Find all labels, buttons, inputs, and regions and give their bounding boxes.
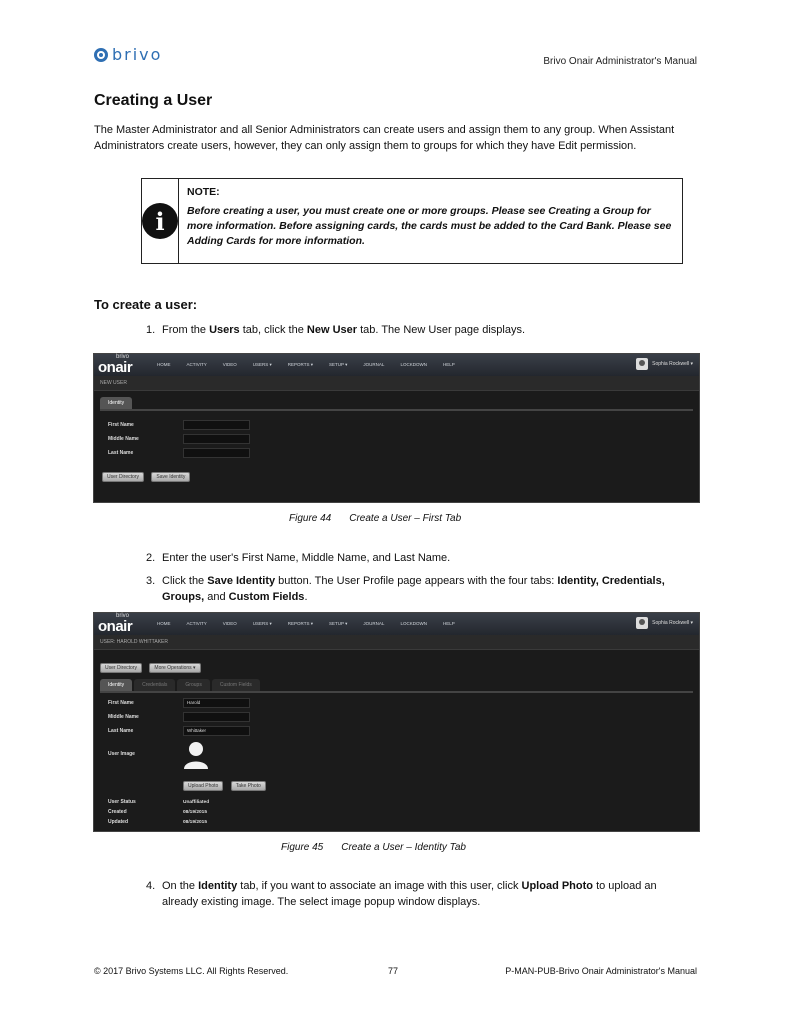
photo-buttons — [100, 774, 693, 792]
footer-doc-id: P-MAN-PUB-Brivo Onair Administrator's Manual — [505, 966, 697, 976]
figure-45-caption — [281, 842, 466, 853]
text-run: tab, click the — [239, 324, 307, 336]
note-icon-cell — [142, 179, 179, 263]
text-run: button. The User Profile page appears with the four tabs: — [275, 575, 558, 587]
procedure-title: To create a user: — [94, 297, 198, 312]
manual-title: Brivo Onair Administrator's Manual — [543, 56, 697, 67]
first-name-row — [100, 419, 693, 431]
user-menu[interactable] — [636, 358, 693, 370]
step-4 — [146, 878, 692, 910]
brivo-logo-icon — [94, 48, 108, 62]
text-run: to upload an already existing image. The select image popup window displays. — [162, 880, 657, 908]
middle-name-label: Middle Name — [108, 436, 139, 442]
note-title: NOTE: — [187, 186, 220, 198]
text-run: Click the — [162, 575, 208, 587]
text-run: tab, if you want to associate an image with this user, click — [237, 880, 522, 892]
user-directory-button[interactable]: User Directory — [100, 663, 142, 673]
step-number: 4. — [146, 880, 156, 892]
first-name-label: First Name — [108, 422, 134, 428]
note-text — [179, 179, 682, 263]
figure-44-caption — [289, 513, 461, 524]
nav-help[interactable]: HELP — [442, 621, 455, 626]
nav-users[interactable]: USERS ▾ — [252, 621, 272, 626]
last-name-row — [100, 725, 693, 737]
nav-help[interactable]: HELP — [442, 362, 455, 367]
shot2-content — [94, 650, 699, 826]
nav-setup[interactable]: SETUP ▾ — [328, 621, 348, 626]
nav-home[interactable]: HOME — [157, 362, 171, 367]
brivo-logo — [94, 45, 162, 64]
text-run: On the — [162, 880, 199, 892]
nav-activity[interactable]: ACTIVITY — [186, 621, 207, 626]
take-photo-button[interactable]: Take Photo — [231, 781, 266, 791]
note-box — [141, 178, 683, 264]
user-directory-button[interactable]: User Directory — [102, 472, 144, 482]
user-avatar-icon — [636, 358, 648, 370]
nav-users[interactable]: USERS ▾ — [252, 362, 272, 367]
updated-row — [100, 818, 693, 826]
figure-title: Create a User – First Tab — [349, 513, 462, 524]
step-2 — [146, 550, 692, 566]
page-label: NEW USER — [94, 376, 699, 391]
operations-row — [100, 656, 693, 674]
brand-big: onair — [98, 618, 133, 635]
bold-term: Upload Photo — [521, 880, 594, 892]
nav-lockdown[interactable]: LOCKDOWN — [400, 362, 427, 367]
nav-journal[interactable]: JOURNAL — [363, 362, 385, 367]
figure-number: Figure 45 — [281, 842, 324, 853]
bold-term: Save Identity — [207, 575, 276, 587]
intro-paragraph: The Master Administrator and all Senior Administrators can create users and assign them to any group. When Assistant Administrators create users, however, they can only assign them to groups for which they have Edit permission. — [94, 124, 675, 152]
upload-photo-button[interactable]: Upload Photo — [183, 781, 223, 791]
first-name-input[interactable]: Harold — [183, 698, 250, 708]
brand-small: brivo — [116, 613, 130, 619]
tab-bar — [100, 679, 693, 693]
user-avatar-icon — [636, 617, 648, 629]
user-image-label: User Image — [108, 751, 135, 757]
step-text: Enter the user's First Name, Middle Name, and Last Name. — [162, 552, 451, 564]
user-status-label: User Status — [108, 799, 136, 805]
nav-setup[interactable]: SETUP ▾ — [328, 362, 348, 367]
user-name: Sophia Rockwell ▾ — [652, 620, 693, 626]
step-3 — [146, 573, 692, 605]
tab-groups[interactable]: Groups — [177, 679, 209, 691]
logo-text: brivo — [112, 45, 163, 64]
bold-term: Identity, Credentials, Groups, — [162, 575, 665, 603]
step-number: 2. — [146, 552, 156, 564]
created-value: 08/19/2015 — [183, 809, 208, 815]
page-label: USER: HAROLD WHITTAKER — [94, 635, 699, 650]
brand-small: brivo — [116, 354, 130, 360]
user-status-value: Unaffiliated — [183, 799, 210, 805]
step-text — [162, 573, 692, 605]
screenshot-new-user — [93, 353, 700, 503]
brand-big: onair — [98, 359, 133, 376]
text-run: . — [304, 591, 308, 603]
app-nav — [149, 362, 463, 368]
app-topbar — [94, 354, 699, 376]
text-run: From the — [162, 324, 210, 336]
user-image-row — [100, 741, 693, 771]
shot1-content — [94, 391, 699, 483]
nav-video[interactable]: VIDEO — [222, 621, 237, 626]
step-1 — [146, 322, 692, 338]
middle-name-row — [100, 711, 693, 723]
last-name-label: Last Name — [108, 450, 134, 456]
user-status-row — [100, 798, 693, 806]
figure-number: Figure 44 — [289, 513, 332, 524]
last-name-input[interactable]: Whittaker — [183, 726, 250, 736]
footer-page-number: 77 — [388, 966, 399, 976]
nav-reports[interactable]: REPORTS ▾ — [287, 362, 313, 367]
step-text — [162, 878, 692, 910]
tab-identity[interactable]: Identity — [100, 679, 132, 691]
bold-term: New User — [306, 324, 358, 336]
nav-lockdown[interactable]: LOCKDOWN — [400, 621, 427, 626]
middle-name-input[interactable] — [183, 434, 250, 444]
created-label: Created — [108, 809, 127, 815]
tab-bar — [100, 397, 693, 411]
last-name-row — [100, 447, 693, 459]
first-name-label: First Name — [108, 700, 134, 706]
user-name: Sophia Rockwell ▾ — [652, 361, 693, 367]
save-identity-button[interactable]: Save Identity — [151, 472, 190, 482]
updated-value: 08/19/2015 — [183, 819, 208, 825]
nav-journal[interactable]: JOURNAL — [363, 621, 385, 626]
updated-label: Updated — [108, 819, 128, 825]
note-body: Before creating a user, you must create one or more groups. Please see Creating a Group for more information. Before assigning cards, the cards must be added to the Card Bank. Please see Adding Cards for more information. — [187, 205, 672, 247]
bold-term: Custom Fields — [228, 591, 305, 603]
figure-title: Create a User – Identity Tab — [341, 842, 466, 853]
last-name-input[interactable] — [183, 448, 250, 458]
tab-identity[interactable]: Identity — [100, 397, 132, 409]
step-number: 1. — [146, 324, 156, 336]
more-operations-dropdown[interactable]: More Operations ▾ — [149, 663, 200, 673]
nav-video[interactable]: VIDEO — [222, 362, 237, 367]
middle-name-input[interactable] — [183, 712, 250, 722]
text-run: tab. The New User page displays. — [357, 324, 526, 336]
footer-copyright: © 2017 Brivo Systems LLC. All Rights Reserved. — [94, 966, 289, 976]
button-row — [100, 465, 693, 483]
app-nav — [149, 621, 463, 627]
middle-name-row — [100, 433, 693, 445]
user-silhouette-icon — [183, 741, 209, 769]
step-number: 3. — [146, 575, 156, 587]
onair-logo — [94, 354, 149, 376]
nav-home[interactable]: HOME — [157, 621, 171, 626]
last-name-label: Last Name — [108, 728, 134, 734]
screenshot-identity-tab — [93, 612, 700, 832]
nav-reports[interactable]: REPORTS ▾ — [287, 621, 313, 626]
text-run: and — [204, 591, 229, 603]
app-topbar — [94, 613, 699, 635]
tab-custom-fields[interactable]: Custom Fields — [212, 679, 260, 691]
info-icon: i — [142, 203, 178, 239]
nav-activity[interactable]: ACTIVITY — [186, 362, 207, 367]
tab-credentials[interactable]: Credentials — [134, 679, 175, 691]
onair-logo — [94, 613, 149, 635]
step-text — [162, 322, 692, 338]
middle-name-label: Middle Name — [108, 714, 139, 720]
bold-term: Identity — [198, 880, 238, 892]
section-title: Creating a User — [94, 92, 213, 109]
user-menu[interactable] — [636, 617, 693, 629]
created-row — [100, 808, 693, 816]
first-name-row — [100, 697, 693, 709]
bold-term: Users — [209, 324, 240, 336]
first-name-input[interactable] — [183, 420, 250, 430]
